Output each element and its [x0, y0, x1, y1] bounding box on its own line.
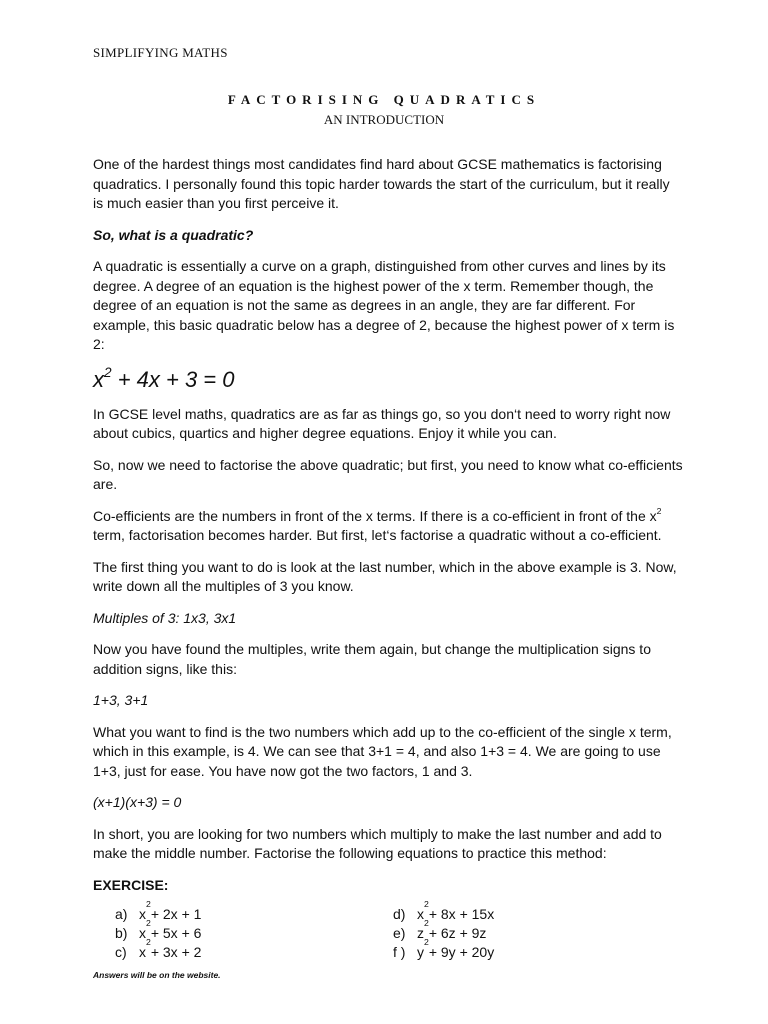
exercise-list [115, 899, 683, 962]
exercise-label: a) [115, 906, 128, 922]
exercise-rest: + 5x + 6 [150, 925, 202, 941]
exercise-var: y [417, 944, 424, 960]
exercise-power: 2 [146, 899, 151, 910]
coefficients-def-part-a: Co-efficients are the numbers in front of the x terms. If there is a co-efficient in front of the x [93, 507, 657, 524]
exercise-item [115, 899, 393, 924]
coefficients-definition-paragraph [93, 507, 683, 546]
equation-rest: + 4x + 3 = 0 [111, 366, 235, 392]
answers-footnote: Answers will be on the website. [93, 970, 221, 980]
exercise-label: f ) [393, 944, 406, 960]
first-thing-paragraph: The first thing you want to do is look at the last number, which in the above example is 3. Now, write down all the multiples of 3 you know. [93, 558, 677, 594]
exercise-rest: + 8x + 15x [428, 906, 495, 922]
coefficients-def-part-b: term, factorisation becomes harder. But first, let‘s factorise a quadratic without a co-efficient. [93, 527, 662, 543]
exercise-label: d) [393, 906, 406, 922]
page-subtitle: AN INTRODUCTION [323, 112, 445, 127]
exercise-rest: + 6z + 9z [428, 925, 487, 941]
exercise-power: 2 [146, 918, 151, 929]
in-short-paragraph: In short, you are looking for two numbers which multiply to make the last number and add to make the middle number. Factorise the following equations to practice this method: [93, 825, 662, 861]
exercise-var: x [417, 906, 424, 922]
multiples-line: Multiples of 3: 1x3, 3x1 [93, 609, 237, 626]
exercise-var: z [417, 925, 424, 941]
equation-power: 2 [104, 364, 112, 380]
exercise-item [393, 937, 673, 962]
gcse-paragraph: In GCSE level maths, quadratics are as far as things go, so you don‘t need to worry right now about cubics, quartics and higher degree equations. Enjoy it while you can. [93, 405, 671, 441]
exercise-label: e) [393, 925, 406, 941]
coefficients-intro-paragraph: So, now we need to factorise the above quadratic; but first, you need to know what co-efficients are. [93, 456, 683, 492]
running-header: SIMPLIFYING MATHS [93, 45, 228, 60]
coefficients-def-power: 2 [656, 505, 662, 516]
additions-line: 1+3, 3+1 [93, 692, 149, 708]
exercise-label: c) [115, 944, 127, 960]
exercise-item [393, 899, 673, 924]
intro-paragraph: One of the hardest things most candidates find hard about GCSE mathematics is factorising quadratics. I personally found this topic harder towards the start of the curriculum, but it really is much easier than you first perceive it. [93, 156, 670, 211]
page-title: FACTORISING QUADRATICS [227, 92, 541, 107]
section-heading: So, what is a quadratic? [93, 226, 254, 243]
factored-line: (x+1)(x+3) = 0 [93, 794, 182, 810]
exercise-rest: + 2x + 1 [150, 906, 202, 922]
exercise-rest: + 9y + 20y [428, 944, 495, 960]
what-find-paragraph: What you want to find is the two numbers which add up to the co-efficient of the single x term, which in this example, is 4. We can see that 3+1 = 4, and also 1+3 = 4. We are going to use 1+3, just for ease. You have now got the two factors, 1 and 3. [93, 723, 672, 779]
exercise-var: x [139, 925, 146, 941]
example-equation [93, 364, 683, 393]
now-found-paragraph: Now you have found the multiples, write them again, but change the multiplication signs to addition signs, like this: [93, 641, 651, 677]
exercise-power: 2 [424, 937, 429, 948]
definition-paragraph: A quadratic is essentially a curve on a graph, distinguished from other curves and lines by its degree. A degree of an equation is the highest power of the x term. Remember though, the degree of an equation is not the same as degrees in an angle, they are far different. For example, this basic quadratic below has a degree of 2, because the highest power of x term is 2: [93, 258, 675, 352]
exercise-title: EXERCISE: [93, 876, 169, 893]
exercise-item [115, 937, 393, 962]
exercise-label: b) [115, 925, 128, 941]
exercise-var: x [139, 906, 146, 922]
exercise-power: 2 [424, 918, 429, 929]
exercise-rest: + 3x + 2 [150, 944, 202, 960]
exercise-var: x [139, 944, 146, 960]
exercise-power: 2 [424, 899, 429, 910]
exercise-item [393, 918, 673, 943]
exercise-item [115, 918, 393, 943]
exercise-power: 2 [146, 937, 151, 948]
equation-base: x [93, 366, 104, 392]
document-body [93, 155, 683, 962]
